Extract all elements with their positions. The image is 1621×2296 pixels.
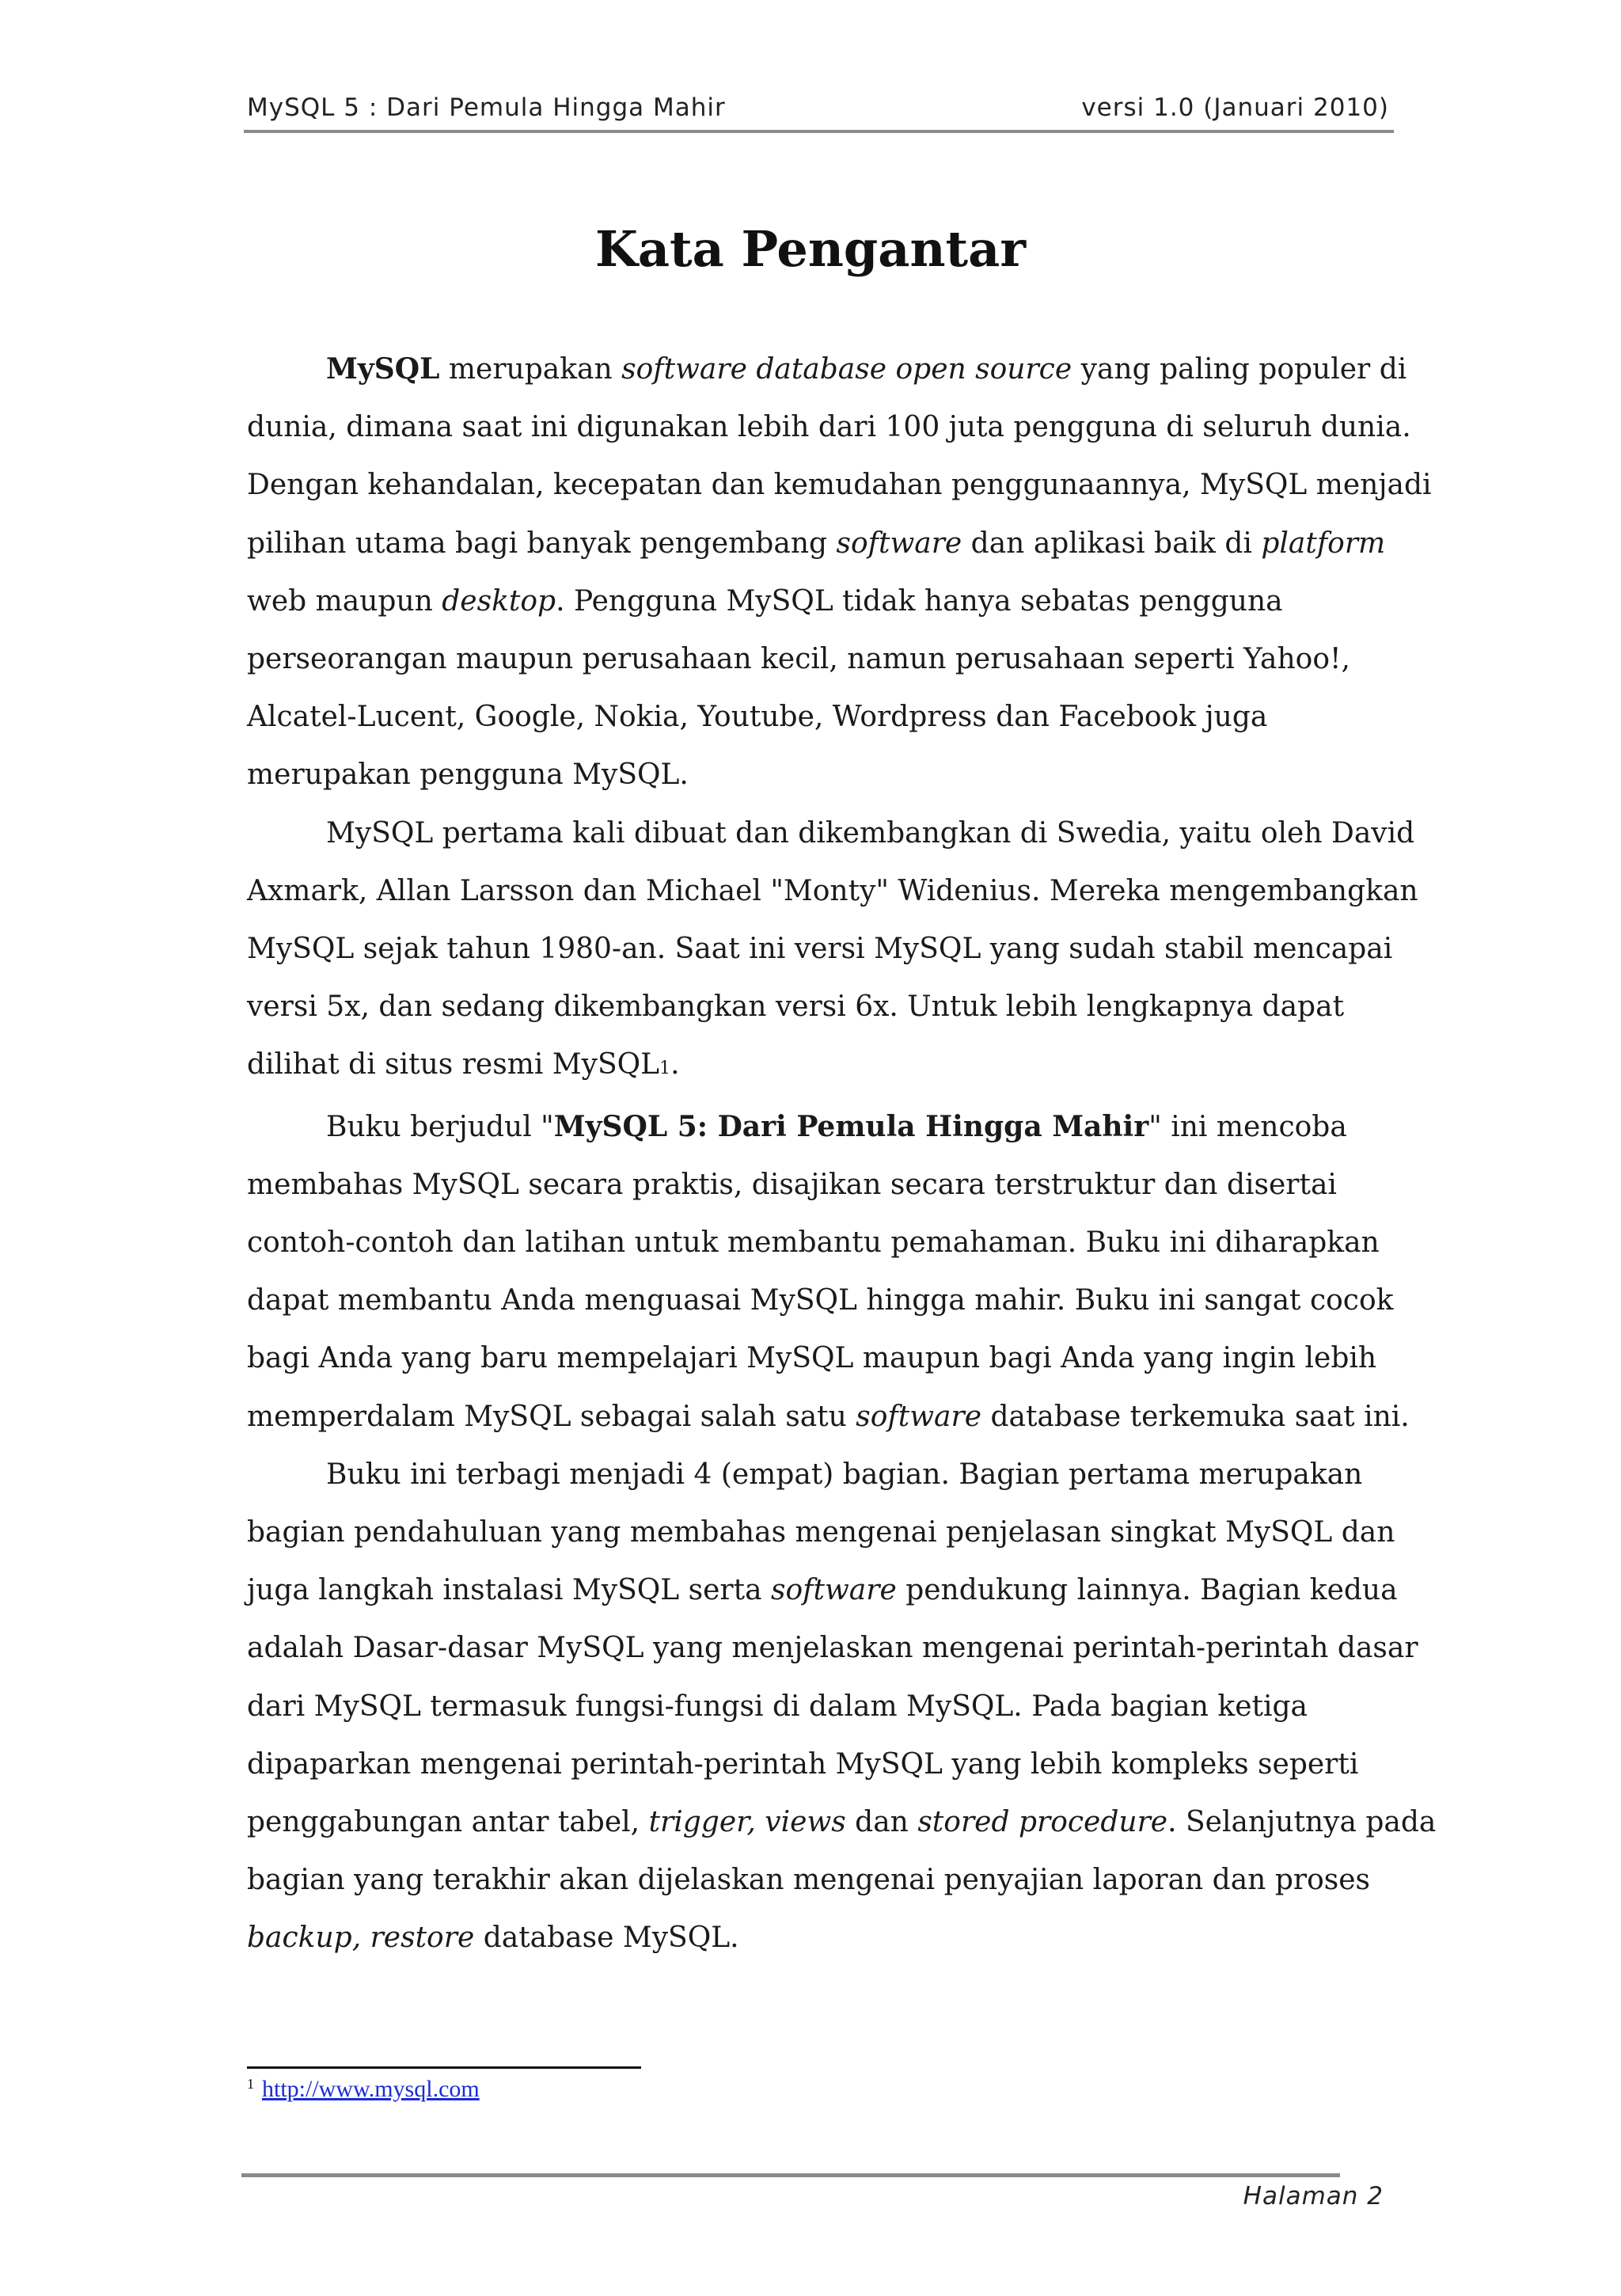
text-line [247,1909,1391,1967]
page-number: Halaman 2 [1243,2182,1384,2210]
text-run: database terkemuka saat ini. [981,1400,1410,1433]
footnote-reference[interactable]: 1 [659,1059,671,1079]
text-line: Buku ini terbagi menjadi 4 (empat) bagian. Bagian pertama merupakan [326,1458,1363,1491]
text-line: MySQL pertama kali dibuat dan dikembangkan di Swedia, yaitu oleh David [326,816,1415,850]
footnote-number: 1 [247,2076,254,2092]
footnote-link[interactable]: http://www.mysql.com [262,2076,480,2102]
text-run: memperdalam MySQL sebagai salah satu [247,1400,856,1433]
paragraph-4 [247,1446,1437,1967]
text-line: merupakan pengguna MySQL. [247,758,689,792]
text-line: dipaparkan mengenai perintah-perintah MySQL yang lebih kompleks seperti [247,1747,1359,1781]
italic-term: software [836,526,962,560]
italic-term: platform [1261,526,1386,560]
text-line: Alcatel-Lucent, Google, Nokia, Youtube, Wordpress dan Facebook juga [247,701,1268,734]
header-book-title: MySQL 5 : Dari Pemula Hingga Mahir [247,93,726,122]
text-run: juga langkah instalasi MySQL serta [247,1574,772,1607]
text-run: dan aplikasi baik di [962,526,1262,560]
text-line: bagian yang terakhir akan dijelaskan mengenai penyajian laporan dan proses [247,1864,1370,1897]
text-run: web maupun [247,584,442,618]
page-header [247,93,1389,128]
footnote [247,2076,480,2103]
text-run: dilihat di situs resmi MySQL [247,1048,660,1081]
italic-term: software [771,1574,897,1607]
text-run: . Pengguna MySQL tidak hanya sebatas pengguna [556,584,1283,618]
text-run: Buku berjudul " [326,1110,554,1143]
text-line: bagi Anda yang baru mempelajari MySQL maupun bagi Anda yang ingin lebih [247,1342,1377,1375]
italic-term: software [856,1400,981,1433]
italic-term: stored procedure [917,1806,1168,1839]
text-line [247,515,1391,572]
body-text [247,340,1437,1967]
italic-term: software database open source [621,353,1072,386]
text-line: perseorangan maupun perusahaan kecil, namun perusahaan seperti Yahoo!, [247,643,1350,676]
text-line [247,340,1407,398]
italic-term: desktop [442,584,556,618]
text-line: contoh-contoh dan latihan untuk membantu pemahaman. Buku ini diharapkan [247,1226,1380,1260]
text-run: pilihan utama bagi banyak pengembang [247,526,837,560]
paragraph-3 [247,1098,1410,1446]
text-line [247,1561,1398,1619]
text-run: dan [845,1806,918,1839]
text-line: dapat membantu Anda menguasai MySQL hingga mahir. Buku ini sangat cocok [247,1284,1394,1317]
text-run: " ini mencoba [1148,1110,1347,1143]
text-line: Axmark, Allan Larsson dan Michael "Monty" Widenius. Mereka mengembangkan [247,874,1418,907]
text-line: adalah Dasar-dasar MySQL yang menjelaskan mengenai perintah-perintah dasar [247,1632,1418,1665]
text-line [247,1388,1410,1446]
text-run: . [670,1048,680,1081]
text-line: MySQL sejak tahun 1980-an. Saat ini versi MySQL yang sudah stabil mencapai [247,933,1393,966]
text-line: dari MySQL termasuk fungsi-fungsi di dalam MySQL. Pada bagian ketiga [247,1690,1308,1723]
text-run: pendukung lainnya. Bagian kedua [896,1574,1398,1607]
text-line: membahas MySQL secara praktis, disajikan secara terstruktur dan disertai [247,1168,1337,1201]
text-run: penggabungan antar tabel, [247,1806,649,1839]
text-line: dunia, dimana saat ini digunakan lebih dari 100 juta pengguna di seluruh dunia. [247,411,1411,444]
footnote-separator [247,2066,641,2069]
text-run: database MySQL. [474,1922,739,1955]
bold-book-title: MySQL 5: Dari Pemula Hingga Mahir [553,1109,1149,1143]
page-title: Kata Pengantar [594,220,1026,278]
italic-term: trigger, views [648,1806,846,1839]
text-line [247,1793,1437,1851]
text-line: Dengan kehandalan, kecepatan dan kemudahan penggunaannya, MySQL menjadi [247,469,1432,502]
italic-term: backup, restore [247,1922,475,1955]
paragraph-1 [247,340,1432,804]
text-line: bagian pendahuluan yang membahas mengenai penjelasan singkat MySQL dan [247,1516,1395,1549]
text-line [247,572,1391,630]
text-line [247,1098,1391,1156]
text-run: merupakan [439,353,622,386]
text-line: versi 5x, dan sedang dikembangkan versi 6x. Untuk lebih lengkapnya dapat [247,990,1345,1024]
header-version: versi 1.0 (Januari 2010) [1081,93,1389,122]
paragraph-2 [247,804,1418,1098]
text-run: yang paling populer di [1072,353,1407,386]
bold-term: MySQL [326,352,440,386]
text-run: . Selanjutnya pada [1167,1806,1437,1839]
footer-divider [241,2173,1340,2177]
header-divider [244,130,1394,133]
text-line [247,1036,1391,1097]
